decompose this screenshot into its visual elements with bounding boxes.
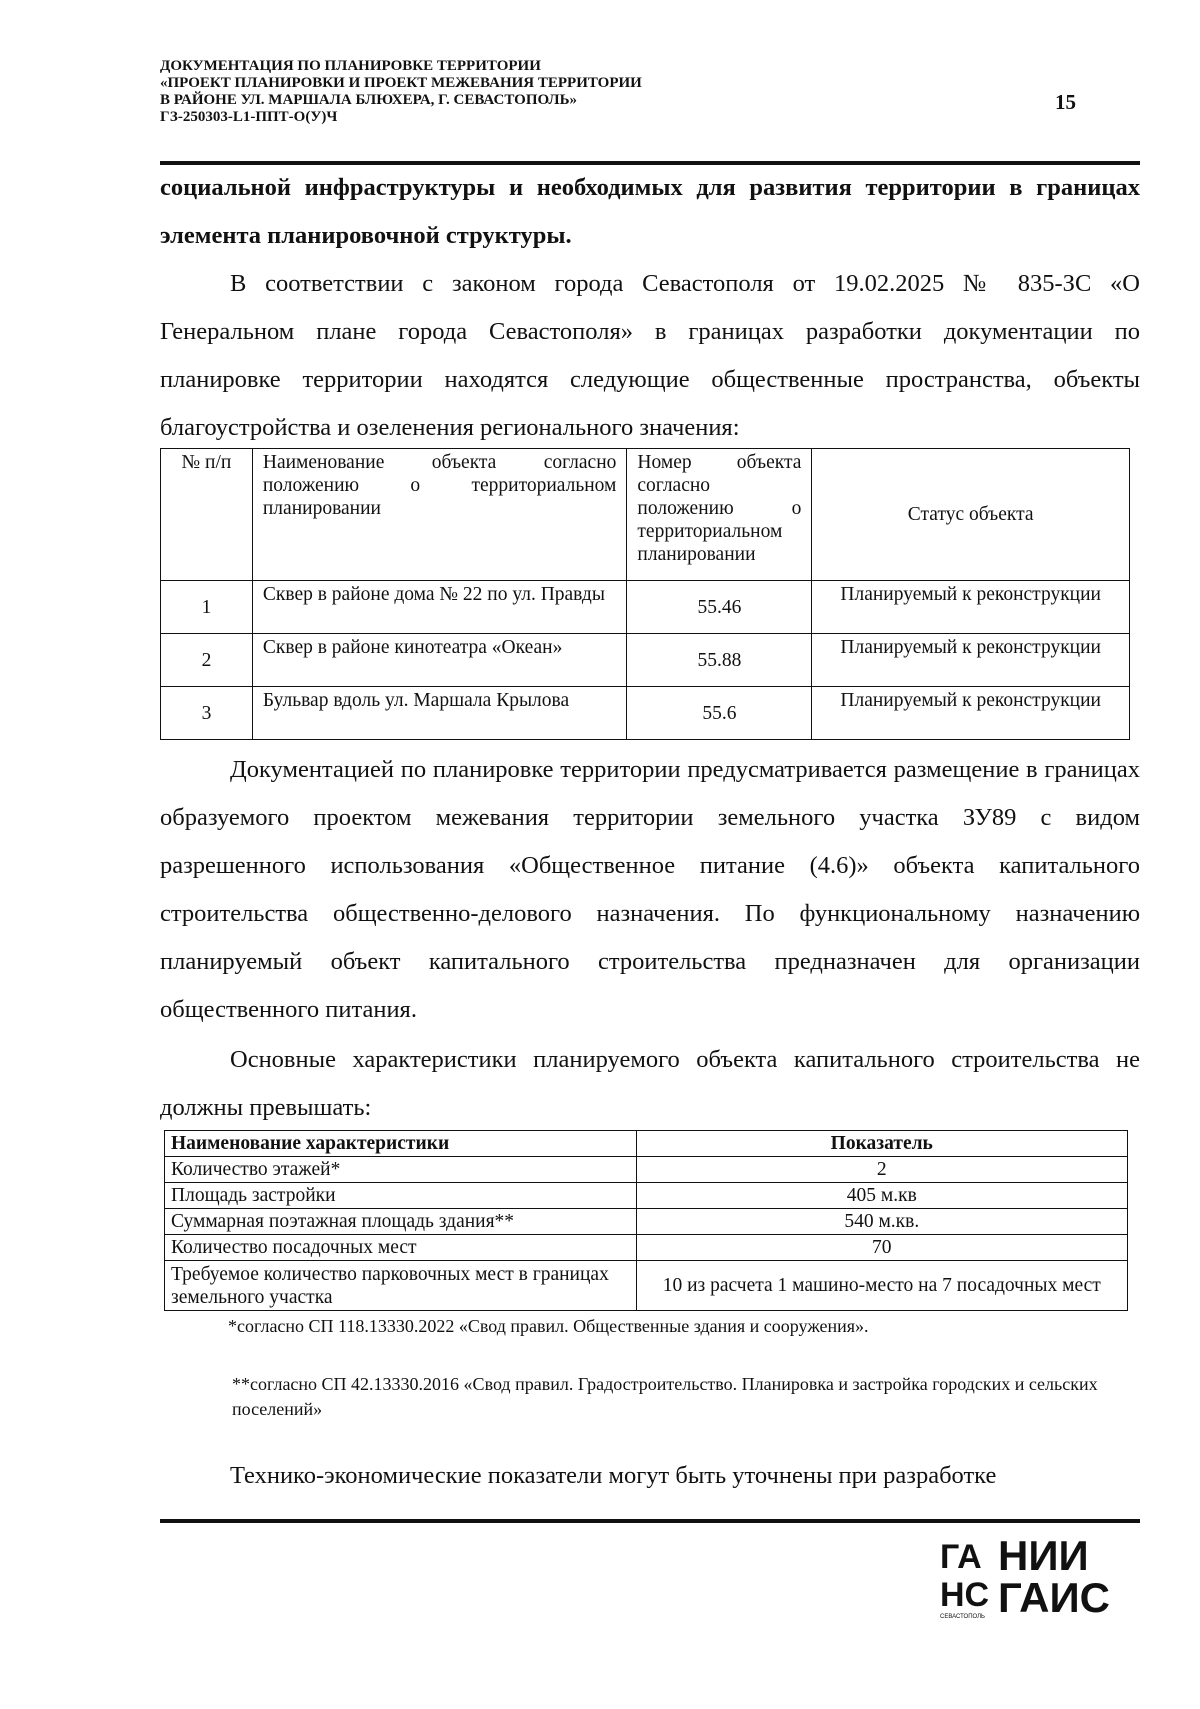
row-status: Планируемый к реконструкции bbox=[812, 581, 1130, 634]
header-line-2: «ПРОЕКТ ПЛАНИРОВКИ И ПРОЕКТ МЕЖЕВАНИЯ ТЕРРИТОРИИ bbox=[160, 75, 642, 91]
table-row bbox=[161, 581, 1130, 634]
table-row bbox=[165, 1235, 1128, 1261]
paragraph-4: Технико-экономические показатели могут быть уточнены при разработке bbox=[230, 1462, 997, 1489]
col-header-code: Номер объекта согласно положению о территориальном планировании bbox=[627, 449, 812, 581]
intro-paragraph: социальной инфраструктуры и необходимых для развития территории в границах элемента планировочной структуры. bbox=[160, 174, 1140, 249]
row-code: 55.6 bbox=[627, 687, 812, 740]
row-value: 405 м.кв bbox=[636, 1183, 1127, 1209]
objects-table-header bbox=[161, 449, 1130, 581]
paragraph-3: Основные характеристики планируемого объекта капитального строительства не должны превышать: bbox=[160, 1046, 1140, 1121]
row-value: 540 м.кв. bbox=[636, 1209, 1127, 1235]
row-value: 10 из расчета 1 машино-место на 7 посадочных мест bbox=[636, 1261, 1127, 1311]
row-num: 3 bbox=[161, 687, 253, 740]
footnote-1: *согласно СП 118.13330.2022 «Свод правил. Общественные здания и сооружения». bbox=[228, 1316, 869, 1336]
objects-table bbox=[160, 448, 1130, 740]
logo-small-text: СЕВАСТОПОЛЬ bbox=[940, 1614, 985, 1620]
row-name: Требуемое количество парковочных мест в границах земельного участка bbox=[165, 1261, 637, 1311]
row-name: Количество этажей* bbox=[165, 1157, 637, 1183]
characteristics-table bbox=[164, 1130, 1128, 1311]
table-row bbox=[165, 1209, 1128, 1235]
row-value: 70 bbox=[636, 1235, 1127, 1261]
table-row bbox=[165, 1157, 1128, 1183]
paragraph-2: Документацией по планировке территории предусматривается размещение в границах образуемого проектом межевания территории земельного участка ЗУ89 с видом разрешенного использования «Общественное питание (4.6)» объекта капитального строительства общественно-делового назначения. По функциональному назначению планируемый объект капитального строительства предназначен для организации общественного питания. bbox=[160, 756, 1140, 1023]
row-name: Суммарная поэтажная площадь здания** bbox=[165, 1209, 637, 1235]
logo-mark-icon bbox=[940, 1530, 1125, 1620]
logo-text-top: НИИ bbox=[998, 1532, 1089, 1579]
row-status: Планируемый к реконструкции bbox=[812, 687, 1130, 740]
row-value: 2 bbox=[636, 1157, 1127, 1183]
row-code: 55.46 bbox=[627, 581, 812, 634]
row-name: Сквер в районе дома № 22 по ул. Правды bbox=[252, 581, 627, 634]
table-row bbox=[161, 687, 1130, 740]
row-num: 2 bbox=[161, 634, 253, 687]
table-row bbox=[161, 634, 1130, 687]
logo-mark-bottom: НС bbox=[940, 1576, 990, 1614]
header-line-3: В РАЙОНЕ УЛ. МАРШАЛА БЛЮХЕРА, Г. СЕВАСТОПОЛЬ» bbox=[160, 92, 577, 108]
page-number: 15 bbox=[1055, 90, 1076, 114]
logo-text-bottom: ГАИС bbox=[998, 1574, 1111, 1620]
paragraph-1: В соответствии с законом города Севастополя от 19.02.2025 № 835-ЗС «О Генеральном плане города Севастополя» в границах разработки документации по планировке территории находятся следующие общественные пространства, объекты благоустройства и озеленения регионального значения: bbox=[160, 270, 1140, 441]
table-row bbox=[165, 1183, 1128, 1209]
col-header-value: Показатель bbox=[636, 1131, 1127, 1157]
row-name: Бульвар вдоль ул. Маршала Крылова bbox=[252, 687, 627, 740]
col-header-num: № п/п bbox=[161, 449, 253, 581]
table-row bbox=[165, 1261, 1128, 1311]
footnote-2: **согласно СП 42.13330.2016 «Свод правил. Градостроительство. Планировка и застройка городских и сельских поселений» bbox=[232, 1374, 1098, 1419]
document-header bbox=[160, 58, 1076, 126]
col-header-characteristic: Наименование характеристики bbox=[165, 1131, 637, 1157]
row-code: 55.88 bbox=[627, 634, 812, 687]
footer-divider bbox=[160, 1519, 1140, 1523]
header-line-4: ГЗ-250303-L1-ППТ-О(У)Ч bbox=[160, 109, 338, 125]
col-header-status: Статус объекта bbox=[812, 449, 1130, 581]
row-name: Количество посадочных мест bbox=[165, 1235, 637, 1261]
header-line-1: ДОКУМЕНТАЦИЯ ПО ПЛАНИРОВКЕ ТЕРРИТОРИИ bbox=[160, 58, 541, 74]
col-header-name: Наименование объекта согласно положению о территориальном планировании bbox=[252, 449, 627, 581]
row-name: Сквер в районе кинотеатра «Океан» bbox=[252, 634, 627, 687]
row-name: Площадь застройки bbox=[165, 1183, 637, 1209]
logo-mark-top: ГА bbox=[940, 1538, 982, 1576]
company-logo bbox=[940, 1530, 1125, 1620]
row-num: 1 bbox=[161, 581, 253, 634]
characteristics-table-header bbox=[165, 1131, 1128, 1157]
row-status: Планируемый к реконструкции bbox=[812, 634, 1130, 687]
